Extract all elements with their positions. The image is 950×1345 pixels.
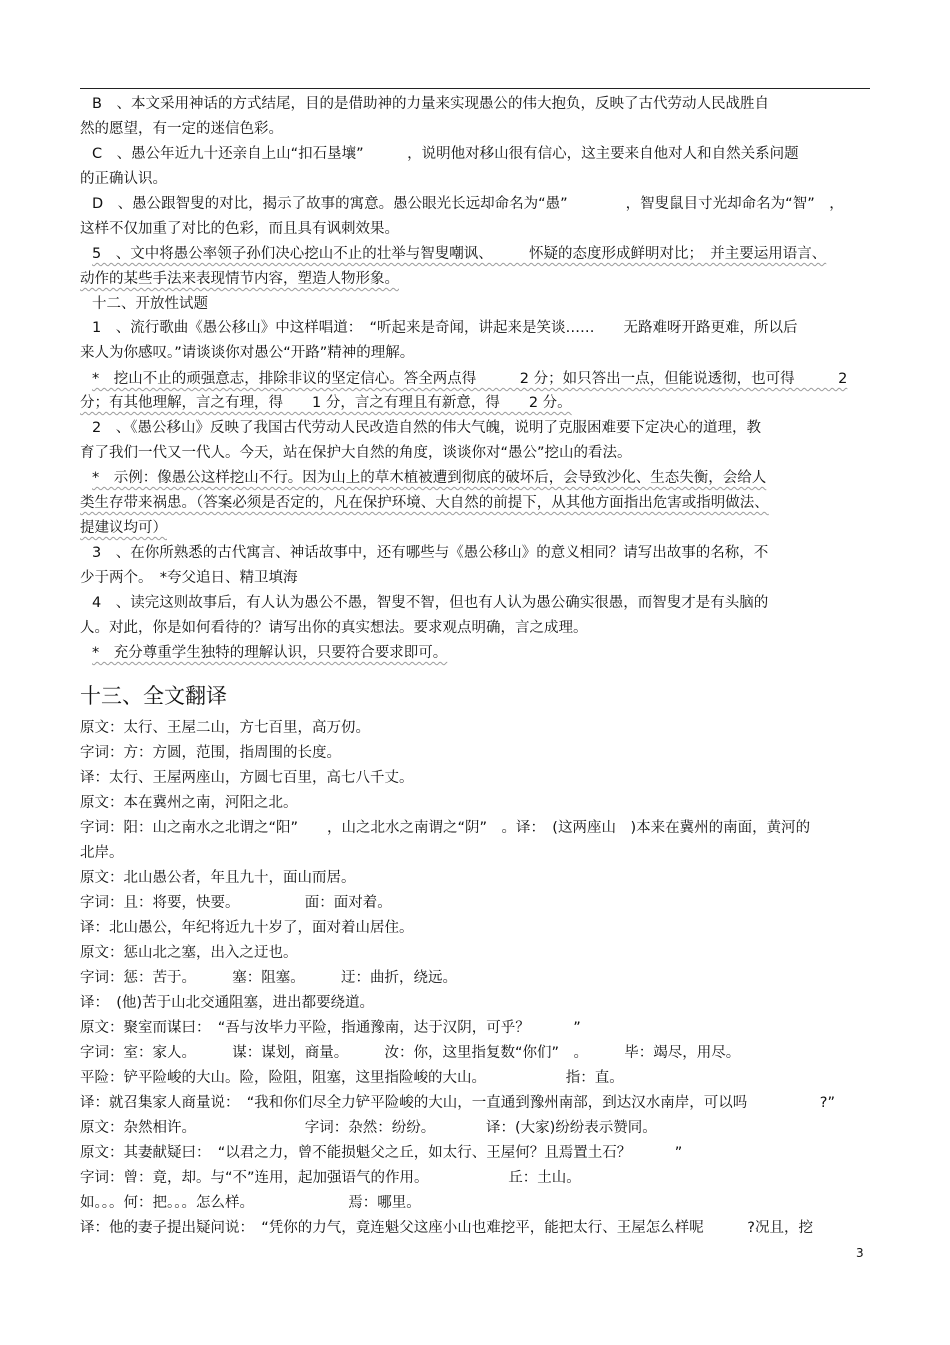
text-line: 这样不仅加重了对比的色彩，而且具有讽刺效果。 (80, 221, 399, 237)
translation-line: 原文：杂然相许。 字词：杂然：纷纷。 译：(大家)纷纷表示赞同。 (80, 1120, 657, 1136)
header-rule (80, 88, 870, 89)
translation-line: 译： (他)苦于山北交通阻塞，进出都要绕道。 (80, 995, 375, 1011)
answer-line: 提建议均可） (80, 520, 167, 536)
section-title: 十二、开放性试题 (92, 296, 208, 312)
answer-line: 5 、文中将愚公率领子孙们决心挖山不止的壮举与智叟嘲讽、 怀疑的态度形成鲜明对比； 并主要运用语言、 (92, 246, 827, 262)
question-line: 少于两个。 *夸父追日、精卫填海 (80, 570, 298, 586)
translation-line: 如。。。何：把。。。怎么样。 焉：哪里。 (80, 1195, 421, 1211)
translation-line: 原文：北山愚公者，年且九十，面山而居。 (80, 870, 356, 886)
text-line: B 、本文采用神话的方式结尾，目的是借助神的力量来实现愚公的伟大抱负，反映了古代劳动人民战胜自 (92, 96, 769, 112)
text-line: 的正确认识。 (80, 171, 167, 187)
translation-line: 原文：惩山北之塞，出入之迂也。 (80, 945, 298, 961)
question-line: 来人为你感叹。”请谈谈你对愚公“开路”精神的理解。 (80, 345, 415, 361)
answer-line: * 挖山不止的顽强意志，排除非议的坚定信心。答全两点得 2 分；如只答出一点，但能说透彻，也可得 2 (92, 371, 848, 387)
translation-line: 字词：室：家人。 谋：谋划，商量。 汝：你，这里指复数“你们” 。 毕：竭尽，用尽。 (80, 1045, 741, 1061)
translation-line: 译：太行、王屋两座山，方圆七百里，高七八千丈。 (80, 770, 414, 786)
text-line: 然的愿望，有一定的迷信色彩。 (80, 121, 283, 137)
translation-line: 字词：方：方圆，范围，指周围的长度。 (80, 745, 341, 761)
answer-line: * 示例：像愚公这样挖山不行。因为山上的草木植被遭到彻底的破坏后，会导致沙化、生态失衡，会给人 (92, 470, 767, 486)
question-line: 人。对此，你是如何看待的？请写出你的真实想法。要求观点明确，言之成理。 (80, 620, 588, 636)
answer-line: * 充分尊重学生独特的理解认识，只要符合要求即可。 (92, 645, 448, 661)
question-line: 育了我们一代又一代人。今天，站在保护大自然的角度，谈谈你对“愚公”挖山的看法。 (80, 445, 632, 461)
text-line: D 、愚公跟智叟的对比，揭示了故事的寓意。愚公眼光长远却命名为“愚” ，智叟鼠目寸光却命名为“智” ， (92, 196, 844, 212)
translation-line: 北岸。 (80, 845, 124, 861)
answer-line: 分；有其他理解，言之有理，得 1 分，言之有理且有新意，得 2 分。 (80, 395, 572, 411)
question-line: 2 、《愚公移山》反映了我国古代劳动人民改造自然的伟大气魄，说明了克服困难要下定决心的道理，教 (92, 420, 761, 436)
text-line: C 、愚公年近九十还亲自上山“扣石垦壤” ，说明他对移山很有信心，这主要来自他对人和自然关系问题 (92, 146, 799, 162)
translation-line: 译：北山愚公，年纪将近九十岁了，面对着山居住。 (80, 920, 414, 936)
translation-line: 字词：且：将要，快要。 面：面对着。 (80, 895, 392, 911)
translation-line: 原文：太行、王屋二山，方七百里，高万仞。 (80, 720, 370, 736)
translation-line: 原文：本在冀州之南，河阳之北。 (80, 795, 298, 811)
translation-line: 字词：惩：苦于。 塞：阻塞。 迂：曲折，绕远。 (80, 970, 457, 986)
question-line: 1 、流行歌曲《愚公移山》中这样唱道： “听起来是奇闻，讲起来是笑谈…… 无路难呀开路更难，所以后 (92, 320, 798, 336)
page-number: 3 (856, 1246, 864, 1260)
section-heading: 十三、全文翻译 (80, 684, 227, 708)
translation-line: 字词：阳：山之南水之北谓之“阳” ，山之北水之南谓之“阴” 。译： (这两座山 )本来在冀州的南面，黄河的 (80, 820, 811, 836)
question-line: 3 、在你所熟悉的古代寓言、神话故事中，还有哪些与《愚公移山》的意义相同？请写出故事的名称，不 (92, 545, 769, 561)
question-line: 4 、读完这则故事后，有人认为愚公不愚，智叟不智，但也有人认为愚公确实很愚，而智叟才是有头脑的 (92, 595, 769, 611)
answer-line: 类生存带来祸患。（答案必须是否定的，凡在保护环境、大自然的前提下，从其他方面指出危害或指明做法、 (80, 495, 769, 511)
translation-line: 译：他的妻子提出疑问说： “凭你的力气，竟连魁父这座小山也难挖平，能把太行、王屋怎么样呢 ?况且，挖 (80, 1220, 813, 1236)
translation-line: 译：就召集家人商量说： “我和你们尽全力铲平险峻的大山，一直通到豫州南部，到达汉水南岸，可以吗 ?” (80, 1095, 835, 1111)
answer-line: 动作的某些手法来表现情节内容，塑造人物形象。 (80, 271, 399, 287)
translation-line: 字词：曾：竟，却。与“不”连用，起加强语气的作用。 丘：土山。 (80, 1170, 581, 1186)
translation-line: 原文：其妻献疑曰： “以君之力，曾不能损魁父之丘，如太行、王屋何？且焉置土石？ ” (80, 1145, 683, 1161)
translation-line: 原文：聚室而谋曰： “吾与汝毕力平险，指通豫南，达于汉阴，可乎？ ” (80, 1020, 581, 1036)
translation-line: 平险：铲平险峻的大山。险，险阻，阻塞，这里指险峻的大山。 指：直。 (80, 1070, 624, 1086)
